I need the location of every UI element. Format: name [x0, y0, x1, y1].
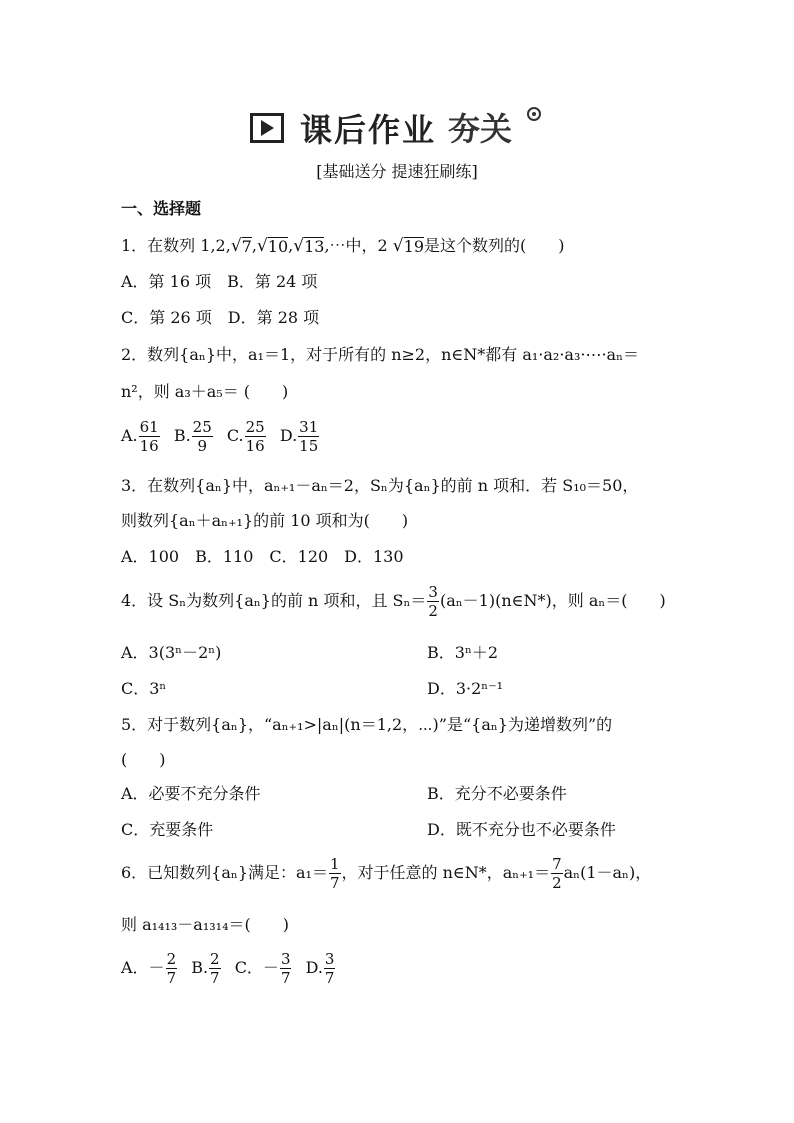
- question-5-option-d: D．既不充分也不必要条件: [427, 820, 616, 839]
- sqrt-13: √ 13: [293, 236, 325, 256]
- option-b: B．第 24 项: [227, 272, 318, 291]
- question-5-option-b: B．充分不必要条件: [427, 784, 567, 803]
- question-3-stem-cont: 则数列{aₙ＋aₙ₊₁}的前 10 项和为( ): [121, 511, 409, 530]
- fraction: $\frac{3}{7}$: [280, 950, 291, 987]
- question-4-option-b: B．3ⁿ＋2: [427, 643, 499, 662]
- question-6-stem: 6．已知数列{aₙ}满足：a₁＝ $\frac{1}{7}$ ，对于任意的 n∈N*，aₙ₊₁＝ $\frac{7}{2}$ aₙ(1－aₙ)，: [121, 855, 652, 892]
- question-6-stem-cont: 则 a₁₄₁₃－a₁₃₁₄＝( ): [121, 915, 289, 934]
- option-c: C．第 26 项: [121, 308, 212, 327]
- fraction: $\frac{2}{7}$: [210, 950, 220, 987]
- section-heading: 一、选择题: [121, 199, 202, 218]
- fraction: $\frac{1}{7}$: [329, 855, 340, 892]
- question-5-stem-cont: ( ): [121, 750, 166, 769]
- sqrt-10: √ 10: [256, 236, 289, 256]
- option-d: D．第 28 项: [227, 308, 320, 327]
- question-4-stem: 4．设 Sₙ为数列{aₙ}的前 n 项和，且 Sₙ＝ $\frac{3}{2}$ (aₙ－1)(n∈N*)，则 aₙ＝( ): [121, 583, 666, 620]
- fraction: $\frac{25}{9}$: [192, 418, 212, 455]
- svg-text:夯关: 夯关: [448, 110, 513, 146]
- question-1-options-cd: [121, 307, 319, 329]
- question-5-option-c: C．充要条件: [121, 820, 214, 839]
- fraction: $\frac{2}{7}$: [166, 950, 177, 987]
- hangguan-logo: [446, 106, 542, 150]
- question-1-stem: 1．在数列 1,2, √ 7 , √ 10 , √ 13 ,⋯中，2 √ 19 是这个数列的( ): [121, 236, 565, 256]
- fraction: $\frac{31}{15}$: [299, 418, 319, 455]
- question-5-stem: 5．对于数列{aₙ}，“aₙ₊₁>|aₙ|(n＝1,2，⋯)”是“{aₙ}为递增数列”的: [121, 715, 613, 734]
- question-2-options: A. $\frac{61}{16}$ B. $\frac{25}{9}$ C. $\frac{25}{16}$ D. $\frac{31}{15}$: [121, 418, 319, 455]
- question-1-options-ab: [121, 271, 317, 293]
- fraction: $\frac{25}{16}$: [245, 418, 265, 455]
- question-3-options: A．100 B．110 C．120 D．130: [121, 547, 404, 566]
- question-4-option-a: A．3(3ⁿ－2ⁿ): [121, 643, 222, 662]
- question-3-stem: 3．在数列{aₙ}中，aₙ₊₁－aₙ＝2，Sₙ为{aₙ}的前 n 项和．若 S₁₀＝50，: [121, 476, 639, 495]
- fraction: $\frac{3}{7}$: [324, 950, 335, 987]
- option-a: A．第 16 项: [121, 272, 212, 291]
- question-6-options: A．－ $\frac{2}{7}$ B. $\frac{2}{7}$ C．－ $\frac{3}{7}$ D. $\frac{3}{7}$: [121, 950, 335, 987]
- play-icon: [250, 113, 284, 143]
- sqrt-7: √ 7: [230, 236, 252, 256]
- homework-banner: [250, 104, 542, 152]
- fraction: $\frac{3}{2}$: [428, 583, 438, 620]
- question-5-option-a: A．必要不充分条件: [121, 784, 261, 803]
- fraction: $\frac{61}{16}$: [139, 418, 159, 455]
- sqrt-19: √ 19: [392, 236, 424, 256]
- question-4-option-d: D．3·2ⁿ⁻¹: [427, 679, 504, 698]
- question-4-option-c: C．3ⁿ: [121, 679, 167, 698]
- question-2-stem: 2．数列{aₙ}中，a₁＝1，对于所有的 n≥2，n∈N*都有 a₁·a₂·a₃·⋯·aₙ＝: [121, 345, 640, 364]
- page-subtitle: [基础送分 提速狂刷练]: [316, 162, 478, 181]
- fraction: $\frac{7}{2}$: [552, 855, 562, 892]
- banner-title: 课后作业: [300, 111, 437, 149]
- question-2-stem-cont: n²，则 a₃＋a₅＝ ( ): [121, 382, 289, 401]
